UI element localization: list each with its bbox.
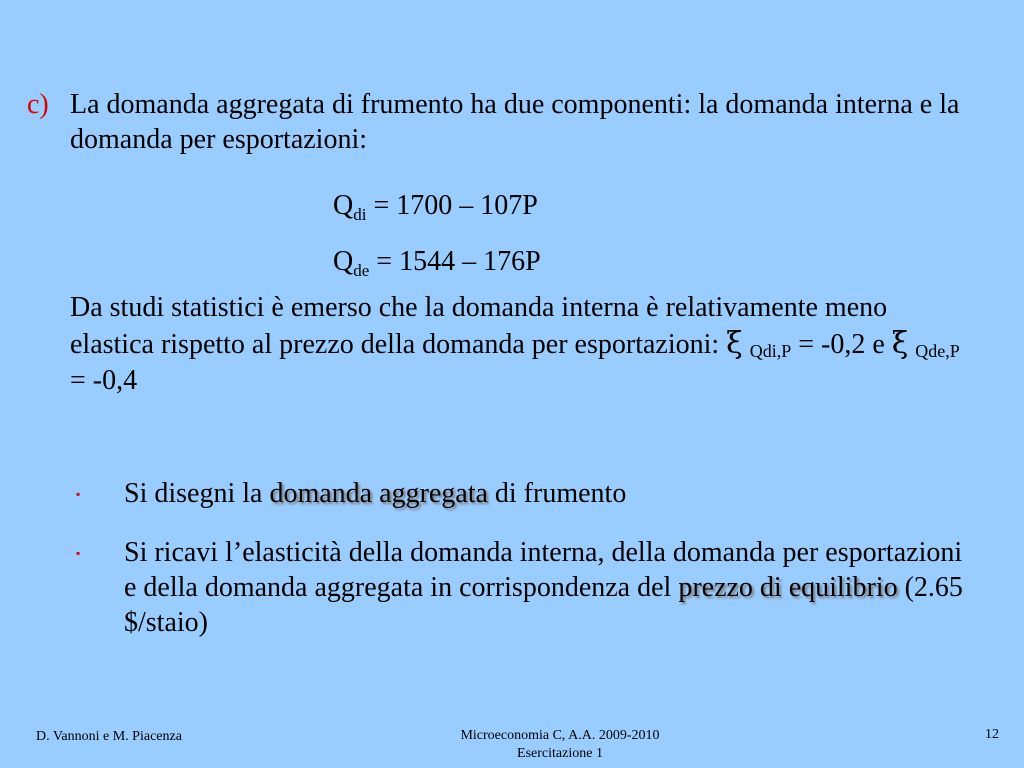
task-text: (2.65 $/staio) — [124, 572, 963, 638]
equation-rhs: = 1544 – 176P — [369, 246, 541, 277]
footer-course-line1: Microeconomia C, A.A. 2009-2010 — [460, 728, 660, 743]
bullet-icon: ▪ — [76, 546, 81, 560]
task-highlight: prezzo di equilibrio — [678, 572, 898, 603]
equation-qde — [333, 244, 541, 279]
xi-subscript-qde: Qde,P — [915, 341, 960, 361]
equation-qdi — [333, 188, 538, 223]
bullet-icon: ▪ — [76, 487, 81, 501]
task-1 — [124, 476, 626, 511]
item-c-marker: c) — [27, 89, 49, 120]
task-2 — [124, 535, 964, 640]
statistics-text: Da studi statistici è emerso che la domanda interna è relativamente meno elastica rispetto al prezzo della domanda per esportazioni: — [70, 292, 888, 360]
equation-subscript: de — [353, 261, 370, 280]
equation-q: Q — [333, 246, 354, 277]
xi-symbol: ξ — [726, 326, 743, 361]
task-text: di frumento — [487, 478, 627, 509]
statistics-paragraph — [70, 290, 970, 398]
footer-course-line2: Esercitazione 1 — [517, 746, 603, 762]
task-text: Si disegni la — [124, 478, 270, 509]
xi-symbol: ξ — [891, 326, 909, 361]
xi-value-qde: = -0,4 — [70, 364, 138, 396]
task-text: Si ricavi l’elasticità della domanda interna, della domanda per esportazioni e della domanda aggregata in corrispondenza del — [124, 537, 963, 603]
xi-value-qdi: = -0,2 e — [791, 329, 892, 360]
footer-authors: D. Vannoni e M. Piacenza — [36, 729, 182, 744]
page-number: 12 — [985, 727, 999, 742]
equation-q: Q — [333, 190, 354, 221]
xi-subscript-qdi: Qdi,P — [749, 341, 792, 361]
equation-subscript: di — [353, 205, 367, 224]
footer-course — [430, 727, 690, 763]
equation-rhs: = 1700 – 107P — [366, 190, 538, 221]
task-highlight: domanda aggregata — [269, 478, 488, 509]
item-c-intro: La domanda aggregata di frumento ha due componenti: la domanda interna e la domanda per esportazioni: — [70, 89, 960, 155]
